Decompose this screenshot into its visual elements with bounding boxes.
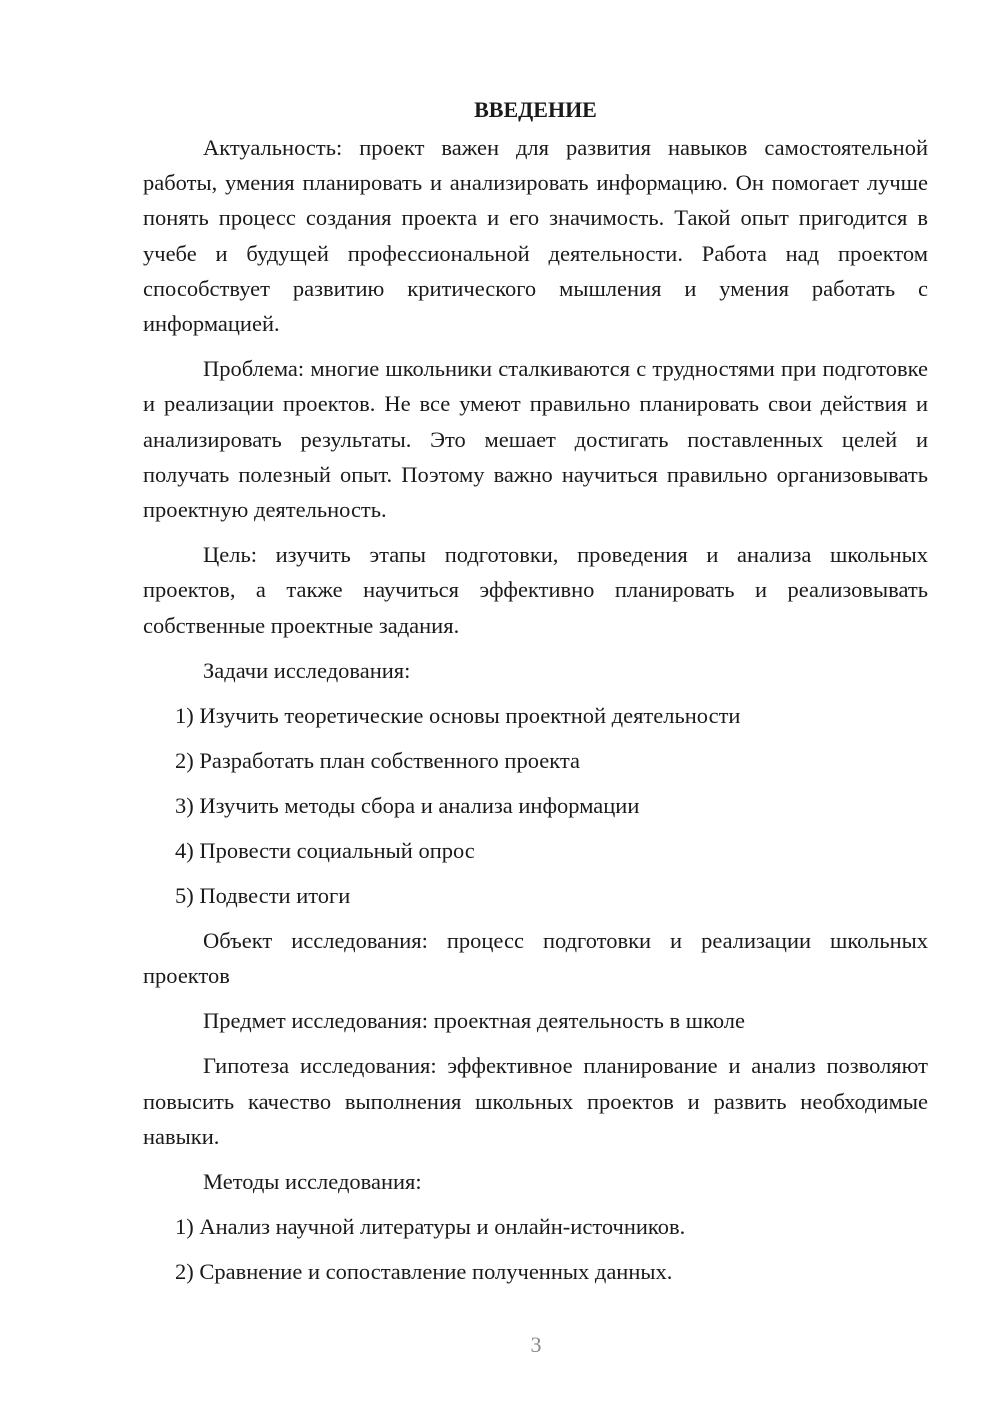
tasks-list [143,698,928,913]
list-item: 4) Провести социальный опрос [175,837,475,863]
list-item: 2) Разработать план собственного проекта [175,747,580,773]
methods-list [143,1209,928,1289]
tasks-label: Задачи исследования: [203,657,411,683]
list-item: 3) Изучить методы сбора и анализа информации [175,792,640,818]
hypothesis-paragraph: Гипотеза исследования: эффективное планирование и анализ позволяют повысить качество выполнения школьных проектов и развить необходимые навыки. [143,1053,928,1149]
methods-label: Методы исследования: [203,1169,422,1195]
relevance-paragraph: Актуальность: проект важен для развития навыков самостоятельной работы, умения планировать и анализировать информацию. Он помогает лучше понять процесс создания проекта и его значимость. Такой опыт пригодится в учебе и будущей профессиональной деятельности. Работа над проектом способствует развитию критического мышления и умения работать с информацией. [143,135,928,337]
page-number: 3 [530,1332,542,1357]
subject-paragraph: Предмет исследования: проектная деятельность в школе [203,1008,746,1034]
list-item: 1) Анализ научной литературы и онлайн-источников. [175,1214,686,1240]
list-item: 2) Сравнение и сопоставление полученных данных. [175,1259,673,1285]
list-item: 1) Изучить теоретические основы проектной деятельности [175,702,741,728]
object-paragraph: Объект исследования: процесс подготовки и реализации школьных проектов [143,927,928,989]
document-page [143,92,928,1299]
problem-paragraph: Проблема: многие школьники сталкиваются с трудностями при подготовке и реализации проектов. Не все умеют правильно планировать свои действия и анализировать результаты. Это мешает достигать поставленных целей и получать полезный опыт. Поэтому важно научиться правильно организовывать проектную деятельность. [143,356,928,523]
section-heading: ВВЕДЕНИЕ [474,97,597,122]
list-item: 5) Подвести итоги [175,882,351,908]
goal-paragraph: Цель: изучить этапы подготовки, проведения и анализа школьных проектов, а также научиться эффективно планировать и реализовывать собственные проектные задания. [143,542,928,638]
